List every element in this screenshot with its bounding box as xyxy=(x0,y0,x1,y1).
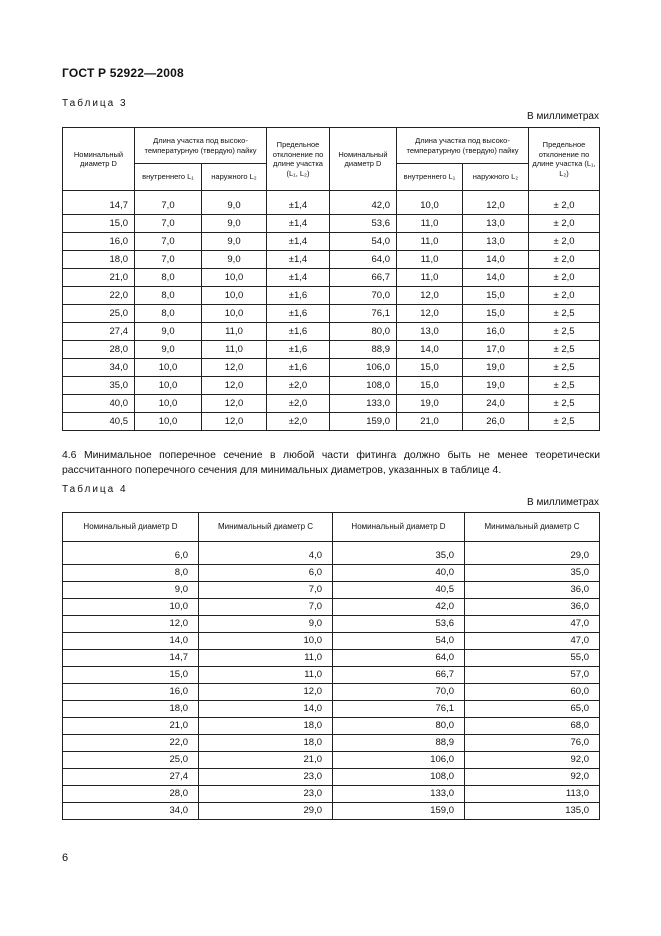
table-row xyxy=(63,718,600,735)
table-cell: 15,0 xyxy=(397,359,463,377)
table-cell: 18,0 xyxy=(63,701,199,718)
table-cell: 9,0 xyxy=(199,616,333,633)
table-cell: 11,0 xyxy=(397,251,463,269)
table-cell: 8,0 xyxy=(135,305,202,323)
table-cell: 9,0 xyxy=(202,233,267,251)
table-cell: 25,0 xyxy=(63,305,135,323)
table-cell: 133,0 xyxy=(333,786,465,803)
table-cell: 92,0 xyxy=(465,752,600,769)
table-cell: 7,0 xyxy=(199,582,333,599)
table-cell: ±1,4 xyxy=(267,215,330,233)
table-cell: 8,0 xyxy=(135,269,202,287)
table-cell: 9,0 xyxy=(135,341,202,359)
table-cell: 11,0 xyxy=(397,233,463,251)
table-cell: 70,0 xyxy=(333,684,465,701)
table-row xyxy=(63,701,600,718)
table-cell: 11,0 xyxy=(202,323,267,341)
t4-header-min-diameter: Минимальный диаметр C xyxy=(199,513,333,542)
paragraph-4-6: 4.6 Минимальное поперечное сечение в любой части фитинга должно быть не менее теоретически рассчитанного поперечного сечения для минимальных диаметров, указанных в таблице 4. xyxy=(62,450,600,476)
table-cell: 88,9 xyxy=(333,735,465,752)
table-cell: 80,0 xyxy=(333,718,465,735)
table-cell: 11,0 xyxy=(199,667,333,684)
table-row xyxy=(63,650,600,667)
table-cell: 10,0 xyxy=(202,287,267,305)
table-row xyxy=(63,565,600,582)
table-cell: 9,0 xyxy=(63,582,199,599)
table-cell: 21,0 xyxy=(63,269,135,287)
table-cell: 15,0 xyxy=(63,215,135,233)
t3-header-nominal-diameter-2: Номинальный диаметр D xyxy=(330,128,397,191)
table-cell: 10,0 xyxy=(397,191,463,215)
table-cell: 35,0 xyxy=(465,565,600,582)
table-cell: ± 2,5 xyxy=(529,377,600,395)
table-cell: 70,0 xyxy=(330,287,397,305)
table-row xyxy=(63,191,600,215)
t3-header-length-group-2: Длина участка под высоко-температурную (твердую) пайку xyxy=(397,128,529,164)
table-cell: 92,0 xyxy=(465,769,600,786)
table-cell: 64,0 xyxy=(333,650,465,667)
table-cell: ±1,4 xyxy=(267,233,330,251)
table-cell: 13,0 xyxy=(397,323,463,341)
table-cell: 10,0 xyxy=(135,413,202,431)
table-cell: 106,0 xyxy=(330,359,397,377)
table-cell: ±1,6 xyxy=(267,287,330,305)
table-cell: 7,0 xyxy=(135,251,202,269)
table-cell: 23,0 xyxy=(199,769,333,786)
table-cell: 11,0 xyxy=(397,269,463,287)
table-cell: 18,0 xyxy=(63,251,135,269)
table-cell: 11,0 xyxy=(199,650,333,667)
table-row xyxy=(63,616,600,633)
table-cell: 14,7 xyxy=(63,650,199,667)
table-cell: 6,0 xyxy=(63,542,199,565)
table-cell: 9,0 xyxy=(202,251,267,269)
table-row xyxy=(63,323,600,341)
table-cell: 8,0 xyxy=(63,565,199,582)
table-cell: ± 2,0 xyxy=(529,233,600,251)
table-row xyxy=(63,251,600,269)
t3-header-nominal-diameter: Номинальный диаметр D xyxy=(63,128,135,191)
table-cell: 16,0 xyxy=(463,323,529,341)
table-cell: 12,0 xyxy=(202,395,267,413)
table-cell: 28,0 xyxy=(63,786,199,803)
table-cell: 66,7 xyxy=(333,667,465,684)
table-cell: 88,9 xyxy=(330,341,397,359)
table-cell: 12,0 xyxy=(463,191,529,215)
table-cell: ± 2,0 xyxy=(529,191,600,215)
table-row xyxy=(63,395,600,413)
table-cell: 57,0 xyxy=(465,667,600,684)
table-cell: ± 2,0 xyxy=(529,269,600,287)
table-cell: 7,0 xyxy=(135,215,202,233)
t3-header-length-group: Длина участка под высоко-температурную (твердую) пайку xyxy=(135,128,267,164)
table-cell: 13,0 xyxy=(463,215,529,233)
table-cell: 34,0 xyxy=(63,803,199,820)
table-cell: 47,0 xyxy=(465,616,600,633)
table-cell: 12,0 xyxy=(202,413,267,431)
table-row xyxy=(63,341,600,359)
table4-units: В миллиметрах xyxy=(527,497,599,508)
table-cell: 12,0 xyxy=(397,305,463,323)
table-cell: 108,0 xyxy=(333,769,465,786)
table-cell: 10,0 xyxy=(63,599,199,616)
table-cell: 42,0 xyxy=(333,599,465,616)
table-row xyxy=(63,786,600,803)
table-cell: 21,0 xyxy=(63,718,199,735)
table-cell: 26,0 xyxy=(463,413,529,431)
table-cell: 7,0 xyxy=(135,233,202,251)
table-row xyxy=(63,413,600,431)
table-cell: 53,6 xyxy=(330,215,397,233)
table-cell: 12,0 xyxy=(202,377,267,395)
table-cell: 12,0 xyxy=(202,359,267,377)
table-cell: ± 2,0 xyxy=(529,251,600,269)
table-cell: ± 2,5 xyxy=(529,305,600,323)
table-cell: 76,1 xyxy=(330,305,397,323)
table-cell: 55,0 xyxy=(465,650,600,667)
table-cell: 28,0 xyxy=(63,341,135,359)
table-cell: 40,0 xyxy=(333,565,465,582)
table-cell: ±2,0 xyxy=(267,395,330,413)
table-3 xyxy=(62,127,600,431)
table-row xyxy=(63,269,600,287)
table-cell: 16,0 xyxy=(63,233,135,251)
t3-header-outer-2: наружного L₂ xyxy=(463,164,529,191)
table-cell: 27,4 xyxy=(63,769,199,786)
table-cell: 113,0 xyxy=(465,786,600,803)
table-cell: ±1,4 xyxy=(267,251,330,269)
table-cell: 54,0 xyxy=(333,633,465,650)
table-row xyxy=(63,769,600,786)
table-cell: 34,0 xyxy=(63,359,135,377)
table-cell: 106,0 xyxy=(333,752,465,769)
table-cell: 16,0 xyxy=(63,684,199,701)
table-cell: 17,0 xyxy=(463,341,529,359)
table-cell: 10,0 xyxy=(202,305,267,323)
table-cell: 29,0 xyxy=(465,542,600,565)
table-cell: ±1,6 xyxy=(267,341,330,359)
table-cell: 76,0 xyxy=(465,735,600,752)
table-cell: 10,0 xyxy=(202,269,267,287)
table-row xyxy=(63,599,600,616)
table-row xyxy=(63,542,600,565)
table-cell: 12,0 xyxy=(397,287,463,305)
table-cell: 108,0 xyxy=(330,377,397,395)
table-cell: 25,0 xyxy=(63,752,199,769)
table-cell: 40,5 xyxy=(63,413,135,431)
table-cell: 18,0 xyxy=(199,735,333,752)
table4-label: Таблица 4 xyxy=(62,484,128,495)
table-cell: 29,0 xyxy=(199,803,333,820)
table-row xyxy=(63,582,600,599)
table-cell: 11,0 xyxy=(397,215,463,233)
table-cell: 65,0 xyxy=(465,701,600,718)
table-cell: 7,0 xyxy=(199,599,333,616)
table-cell: 14,0 xyxy=(199,701,333,718)
table-cell: 159,0 xyxy=(333,803,465,820)
table-cell: 159,0 xyxy=(330,413,397,431)
table-cell: ±1,6 xyxy=(267,359,330,377)
table-cell: 36,0 xyxy=(465,582,600,599)
table-row xyxy=(63,633,600,650)
document-id: ГОСТ Р 52922—2008 xyxy=(62,66,184,80)
table-cell: 76,1 xyxy=(333,701,465,718)
table-cell: 54,0 xyxy=(330,233,397,251)
table-cell: 36,0 xyxy=(465,599,600,616)
table-cell: 23,0 xyxy=(199,786,333,803)
table-row xyxy=(63,287,600,305)
table-4 xyxy=(62,512,600,820)
t4-header-min-diameter-2: Минимальный диаметр C xyxy=(465,513,600,542)
table-cell: 9,0 xyxy=(202,191,267,215)
t3-header-deviation: Предельное отклонение по длине участка (L₁, L₂) xyxy=(267,128,330,191)
table-cell: 8,0 xyxy=(135,287,202,305)
table-cell: 10,0 xyxy=(135,359,202,377)
table-cell: 68,0 xyxy=(465,718,600,735)
table-cell: ±2,0 xyxy=(267,377,330,395)
table-cell: 11,0 xyxy=(202,341,267,359)
table-cell: 4,0 xyxy=(199,542,333,565)
table-cell: 64,0 xyxy=(330,251,397,269)
table-row xyxy=(63,359,600,377)
table-cell: 27,4 xyxy=(63,323,135,341)
table-cell: 14,7 xyxy=(63,191,135,215)
table-cell: 35,0 xyxy=(333,542,465,565)
table-row xyxy=(63,215,600,233)
table-cell: 12,0 xyxy=(199,684,333,701)
table-cell: 18,0 xyxy=(199,718,333,735)
table-cell: 47,0 xyxy=(465,633,600,650)
t3-header-deviation-2: Предельное отклонение по длине участка (L₁, L₂) xyxy=(529,128,600,191)
table-cell: ±2,0 xyxy=(267,413,330,431)
table-cell: 19,0 xyxy=(463,359,529,377)
table-cell: 7,0 xyxy=(135,191,202,215)
table-cell: ± 2,5 xyxy=(529,359,600,377)
table-cell: 35,0 xyxy=(63,377,135,395)
t4-header-nominal-diameter: Номинальный диаметр D xyxy=(63,513,199,542)
table-cell: ± 2,0 xyxy=(529,215,600,233)
table-row xyxy=(63,684,600,701)
table-cell: 22,0 xyxy=(63,287,135,305)
table-cell: ±1,4 xyxy=(267,269,330,287)
table3-units: В миллиметрах xyxy=(527,111,599,122)
table-cell: 40,0 xyxy=(63,395,135,413)
table-cell: 9,0 xyxy=(202,215,267,233)
table-cell: 15,0 xyxy=(397,377,463,395)
t3-header-inner-2: внутреннего L₁ xyxy=(397,164,463,191)
table-cell: 21,0 xyxy=(199,752,333,769)
table-row xyxy=(63,752,600,769)
table-cell: 80,0 xyxy=(330,323,397,341)
table-cell: 21,0 xyxy=(397,413,463,431)
table-cell: 22,0 xyxy=(63,735,199,752)
table-cell: ± 2,5 xyxy=(529,341,600,359)
table-cell: ± 2,5 xyxy=(529,413,600,431)
table-row xyxy=(63,803,600,820)
table-cell: 40,5 xyxy=(333,582,465,599)
table-row xyxy=(63,233,600,251)
table-cell: 135,0 xyxy=(465,803,600,820)
table-cell: 9,0 xyxy=(135,323,202,341)
table-cell: 14,0 xyxy=(463,269,529,287)
page-number: 6 xyxy=(62,852,69,864)
table-cell: 12,0 xyxy=(63,616,199,633)
table-cell: 53,6 xyxy=(333,616,465,633)
table-cell: 15,0 xyxy=(463,305,529,323)
table-cell: ±1,6 xyxy=(267,323,330,341)
table-row xyxy=(63,377,600,395)
t3-header-outer: наружного L₂ xyxy=(202,164,267,191)
table-cell: 15,0 xyxy=(463,287,529,305)
table-cell: 14,0 xyxy=(63,633,199,650)
table-cell: 66,7 xyxy=(330,269,397,287)
table-cell: 14,0 xyxy=(463,251,529,269)
table-cell: 10,0 xyxy=(199,633,333,650)
table-cell: 10,0 xyxy=(135,377,202,395)
table-cell: ± 2,5 xyxy=(529,395,600,413)
table-cell: 42,0 xyxy=(330,191,397,215)
table-row xyxy=(63,305,600,323)
table3-label: Таблица 3 xyxy=(62,98,128,109)
table-cell: 19,0 xyxy=(397,395,463,413)
table-cell: 133,0 xyxy=(330,395,397,413)
table-cell: 15,0 xyxy=(63,667,199,684)
table-cell: 10,0 xyxy=(135,395,202,413)
table-cell: 13,0 xyxy=(463,233,529,251)
t3-header-inner: внутреннего L₁ xyxy=(135,164,202,191)
table-cell: 14,0 xyxy=(397,341,463,359)
table-cell: ±1,4 xyxy=(267,191,330,215)
table-cell: 6,0 xyxy=(199,565,333,582)
t4-header-nominal-diameter-2: Номинальный диаметр D xyxy=(333,513,465,542)
table-cell: 24,0 xyxy=(463,395,529,413)
table-cell: ±1,6 xyxy=(267,305,330,323)
table-cell: ± 2,5 xyxy=(529,323,600,341)
table-row xyxy=(63,735,600,752)
table-cell: ± 2,0 xyxy=(529,287,600,305)
table-row xyxy=(63,667,600,684)
table-cell: 60,0 xyxy=(465,684,600,701)
table-cell: 19,0 xyxy=(463,377,529,395)
